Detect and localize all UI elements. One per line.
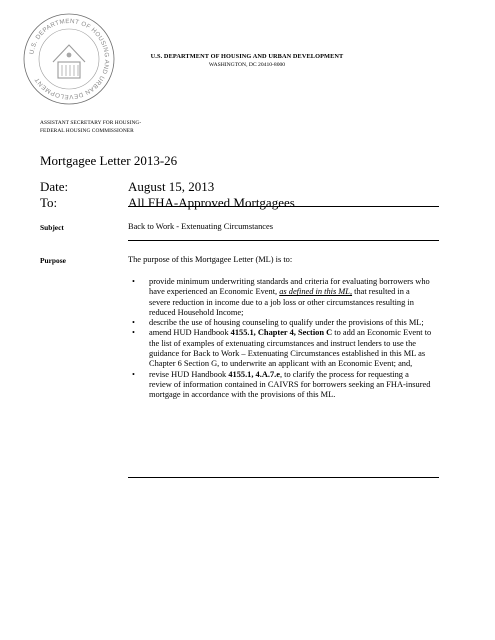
agency-name: U.S. DEPARTMENT OF HOUSING AND URBAN DEVELOPMENT [150,53,344,60]
seal-ring-text: U.S. DEPARTMENT OF HOUSING AND URBAN DEVELOPMENT [28,17,111,101]
office-line-2: FEDERAL HOUSING COMMISSIONER [40,128,134,134]
defined-link[interactable]: as defined in this ML, [279,287,353,297]
subject-text: Back to Work - Extenuating Circumstances [128,222,273,231]
handbook-reference: 4155.1, 4.A.7.e [228,369,280,379]
to-label: To: [40,195,58,210]
bullet-icon: • [132,369,135,379]
divider [128,240,439,241]
divider [128,477,439,478]
divider [128,206,439,207]
purpose-list [128,277,433,401]
date-label: Date: [40,179,69,194]
bullet-icon: • [132,318,135,328]
handbook-reference: 4155.1, Chapter 4, Section C [230,328,333,338]
agency-address: WASHINGTON, DC 20410-8000 [208,62,286,68]
bullet-icon: • [132,328,135,338]
bullet-icon: • [132,277,135,286]
purpose-label: Purpose [40,256,66,265]
list-item: • describe the use of housing counseling to qualify under the provisions of this ML; [132,318,424,328]
office-line-1: ASSISTANT SECRETARY FOR HOUSING- [40,120,142,126]
subject-label: Subject [40,223,64,232]
hud-seal-icon [22,12,116,106]
letter-title: Mortgagee Letter 2013-26 [40,153,178,168]
to-value: All FHA-Approved Mortgagees [128,195,295,210]
list-item: • revise HUD Handbook 4155.1, 4.A.7.e, to clarify the process for requesting a review of information contained in CAIVRS for borrowers seeking an FHA-insured mortgage in accordance with the provisions of this ML. [132,369,431,400]
list-item: • amend HUD Handbook 4155.1, Chapter 4, Section C to add an Economic Event to the list of examples of extenuating circumstances and instruct lenders to use the guidance for Back to Work – Extenuating Circumstances established in this ML as Chapter 6 Section G, to underwrite an applicant with an Economic Event; and, [132,328,432,369]
purpose-intro: The purpose of this Mortgagee Letter (ML) is to: [128,255,293,264]
list-item: • provide minimum underwriting standards and criteria for evaluating borrowers who have experienced an Economic Event, as defined in this ML, that resulted in a severe reduction in income due to a job loss or other circumstances resulting in reduced Household Income; [132,277,430,317]
date-value: August 15, 2013 [128,179,215,194]
svg-text:U.S. DEPARTMENT OF HOUSING AND [28,18,110,100]
